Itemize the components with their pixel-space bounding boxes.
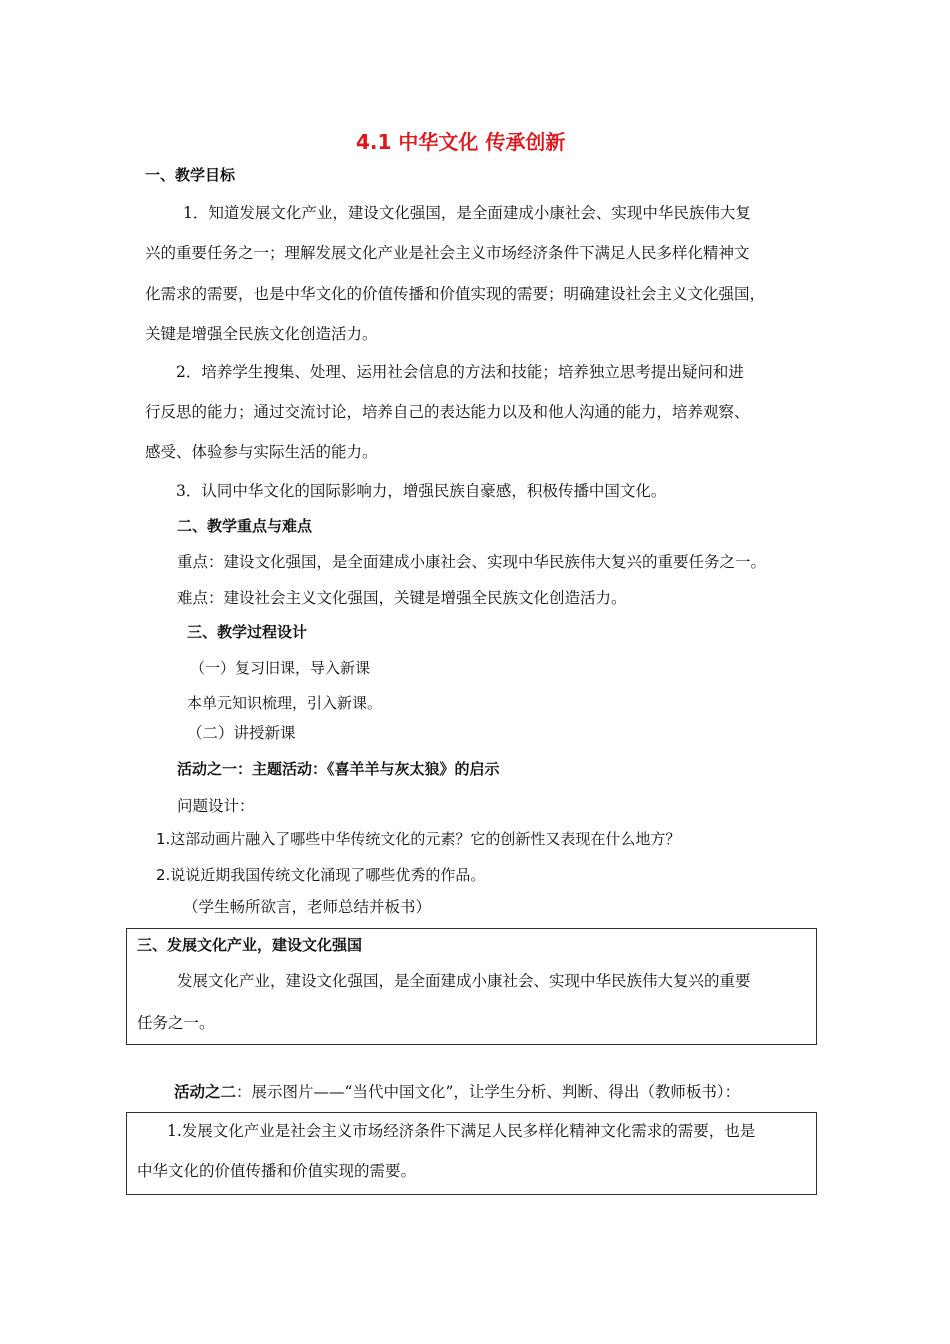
objective-2-line-1: 2．培养学生搜集、处理、运用社会信息的方法和技能；培养独立思考提出疑问和进 (176, 363, 744, 381)
page-title: 4.1 中华文化 传承创新 (356, 130, 566, 154)
step-1-text: 本单元知识梳理，引入新课。 (187, 694, 383, 712)
objective-2-line-3: 感受、体验参与实际生活的能力。 (145, 443, 378, 461)
question-label: 问题设计： (177, 797, 255, 815)
objective-2-line-2: 行反思的能力；通过交流讨论，培养自己的表达能力以及和他人沟通的能力，培养观察、 (145, 403, 750, 421)
activity-2-body: ：展示图片——“当代中国文化”，让学生分析、判断、得出（教师板书）： (236, 1083, 741, 1101)
section-heading-objectives: 一、教学目标 (145, 166, 236, 184)
objective-1-line-2: 兴的重要任务之一；理解发展文化产业是社会主义市场经济条件下满足人民多样化精神文 (145, 244, 750, 262)
board-box-1 (126, 928, 817, 1045)
objective-1-line-3: 化需求的需要，也是中华文化的价值传播和价值实现的需要；明确建设社会主义文化强国， (145, 285, 766, 303)
board-box-1-line-1: 发展文化产业，建设文化强国，是全面建成小康社会、实现中华民族伟大复兴的重要 (177, 972, 751, 990)
section-heading-key-points: 二、教学重点与难点 (177, 517, 313, 535)
activity-2-text (174, 1080, 740, 1102)
board-box-2-line-1: 1.发展文化产业是社会主义市场经济条件下满足人民多样化精神文化需求的需要，也是 (167, 1122, 756, 1140)
question-1: 1.这部动画片融入了哪些中华传统文化的元素？它的创新性又表现在什么地方？ (156, 830, 681, 848)
step-1-heading: （一）复习旧课，导入新课 (190, 659, 371, 677)
board-box-1-heading: 三、发展文化产业，建设文化强国 (137, 936, 363, 954)
board-box-2-line-2: 中华文化的价值传播和价值实现的需要。 (137, 1162, 417, 1180)
key-point: 重点：建设文化强国，是全面建成小康社会、实现中华民族伟大复兴的重要任务之一。 (177, 553, 767, 571)
activity-1-heading: 活动之一：主题活动：《喜羊羊与灰太狼》的启示 (177, 760, 500, 778)
step-2-heading: （二）讲授新课 (187, 724, 296, 742)
activity-2-prefix: 活动之二 (174, 1083, 237, 1101)
objective-1-line-1: 1．知道发展文化产业，建设文化强国，是全面建成小康社会、实现中华民族伟大复 (183, 204, 751, 222)
activity-2-label (174, 1083, 740, 1101)
objective-3: 3．认同中华文化的国际影响力，增强民族自豪感，积极传播中国文化。 (176, 482, 667, 500)
section-heading-process: 三、教学过程设计 (187, 623, 308, 641)
objective-1-line-4: 关键是增强全民族文化创造活力。 (145, 325, 378, 343)
board-box-2 (126, 1112, 817, 1195)
difficulty-point: 难点：建设社会主义文化强国，关键是增强全民族文化创造活力。 (177, 589, 627, 607)
board-box-1-line-2: 任务之一。 (137, 1014, 215, 1032)
student-note: （学生畅所欲言，老师总结并板书） (183, 898, 432, 916)
question-2: 2.说说近期我国传统文化涌现了哪些优秀的作品。 (156, 866, 486, 884)
